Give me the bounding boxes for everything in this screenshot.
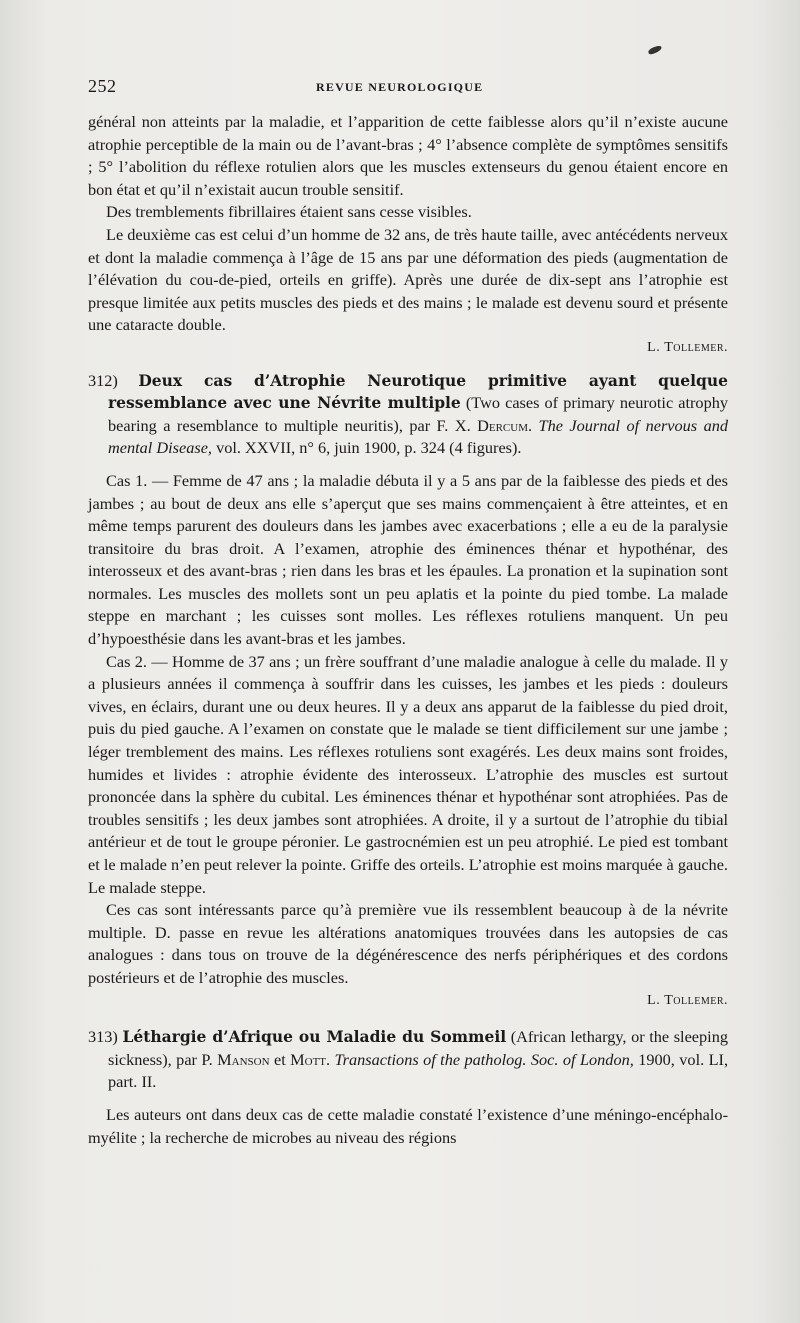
article-313-journal: Transactions of the patholog. Soc. of London, bbox=[334, 1049, 634, 1069]
signature-2-initial: L. bbox=[647, 992, 661, 1008]
article-312-number: 312) bbox=[88, 370, 118, 390]
article-312-title: Deux cas d’Atrophie Neurotique primitive ayant quelque ressemblance avec une Névrite multiple bbox=[108, 370, 729, 413]
intro-paragraph-2: Des tremblements fibrillaires étaient sans cesse visibles. bbox=[106, 202, 472, 222]
article-312-paragraph-1: Cas 1. — Femme de 47 ans ; la maladie débuta il y a 5 ans par de la faiblesse des pieds et des jambes ; au bout de deux ans elle s’aperçut que ses mains commençaient à être atteintes, et en même temps parurent des douleurs dans les jambes avec exacerbations ; elle a eu de la paralysie transitoire du bras droit. A l’examen, atrophie des éminences thénar et hypothénar, des interosseux et des avant-bras ; rien dans les bras et les épaules. La pronation et la supination sont normales. Les muscles des mollets sont un peu aplatis et la pointe du pied tombe. La malade steppe en marchant ; les cuisses sont molles. Les réflexes rotuliens manquent. Un peu d’hypoesthésie dans les avant-bras et les jambes. bbox=[88, 470, 728, 649]
signature-2 bbox=[88, 990, 728, 1013]
intro-paragraph-1: général non atteints par la maladie, et l’apparition de cette faiblesse alors qu’il n’existe aucune atrophie perceptible de la main ou de l’avant-bras ; 4° l’absence complète de symptômes sensitifs ; 5° l’abolition du réflexe rotulien alors que les muscles extenseurs du genou étaient encore en bon état et qu’il n’existait aucun trouble sensitif. bbox=[88, 112, 728, 199]
article-313-paragraph-1: Les auteurs ont dans deux cas de cette maladie constaté l’existence d’une méningo-encéphalo-myélite ; la recherche de microbes au niveau des régions bbox=[88, 1104, 728, 1147]
article-313-citation: 1900, vol. LI, part. II. bbox=[108, 1049, 729, 1092]
page-body bbox=[88, 111, 728, 1149]
article-313-translation: (African lethargy, or the sleeping sickness), par P. bbox=[108, 1027, 728, 1069]
article-312-paragraph-2: Cas 2. — Homme de 37 ans ; un frère souffrant d’une maladie analogue à celle du malade. Il y a plusieurs années il commença à souffrir dans les cuisses, les jambes et les pieds : douleurs vives, en éclairs, durant une ou deux heures. Il y a deux ans apparut de la faiblesse du pied droit, puis du pied gauche. A l’examen on constate que le malade se tient difficilement sur une jambe ; léger tremblement des mains. Les réflexes rotuliens sont exagérés. Les deux mains sont froides, humides et livides : atrophie évidente des interosseux. L’atrophie des muscles est surtout prononcée dans la sphère du cubital. Les éminences thénar et hypothénar sont atrophiées. Pas de troubles sensitifs ; les deux jambes sont atrophiées. A droite, il y a surtout de l’atrophie du tibial antérieur et de tout le groupe péronier. Le gastrocnémien est un peu atrophié. Le pied est tombant et le malade n’en peut relever la pointe. Griffe des orteils. L’atrophie est moins marquée à gauche. Le malade steppe. bbox=[88, 651, 728, 897]
article-312-journal: The Journal of nervous and mental Disease, bbox=[108, 415, 728, 458]
article-313-title: Léthargie d’Afrique ou Maladie du Sommeil bbox=[122, 1027, 507, 1047]
article-313-conj: et bbox=[273, 1049, 286, 1069]
article-313-author-1: Manson bbox=[217, 1049, 270, 1069]
article-313-author-2: Mott. bbox=[290, 1049, 331, 1069]
page-header bbox=[88, 76, 728, 98]
page-number: 252 bbox=[88, 76, 117, 96]
signature-2-name: Tollemer. bbox=[664, 992, 728, 1008]
signature-1-initial: L. bbox=[647, 339, 661, 355]
article-312-translation: (Two cases of primary neurotic atrophy bearing a resemblance to multiple neuritis), par F. X. bbox=[108, 393, 728, 435]
ink-blot bbox=[647, 45, 662, 55]
article-312-author: Dercum. bbox=[477, 415, 533, 435]
article-312-paragraph-3: Ces cas sont intéressants parce qu’à première vue ils ressemblent beaucoup à de la névrite multiple. D. passe en revue les altérations anatomiques trouvées dans les autopsies de cas analogues : dans tous on trouve de la dégénérescence des nerfs périphériques et des cordons postérieurs et de l’atrophie des muscles. bbox=[88, 900, 728, 987]
article-312-heading bbox=[88, 370, 728, 460]
article-313-number: 313) bbox=[88, 1027, 118, 1047]
article-312-citation: vol. XXVII, n° 6, juin 1900, p. 324 (4 figures). bbox=[216, 438, 522, 458]
intro-paragraph-3: Le deuxième cas est celui d’un homme de 32 ans, de très haute taille, avec antécédents nerveux et dont la maladie commença à l’âge de 15 ans par une déformation des pieds (augmentation de l’élévation du cou-de-pied, orteils en griffe). Après une durée de dix-sept ans l’atrophie est presque limitée aux petits muscles des pieds et des mains ; le malade est devenu sourd et présente une cataracte double. bbox=[88, 224, 728, 335]
signature-1-name: Tollemer. bbox=[664, 339, 728, 355]
signature-1 bbox=[88, 337, 728, 360]
article-313-heading bbox=[88, 1026, 728, 1094]
running-title: REVUE NEUROLOGIQUE bbox=[316, 80, 484, 94]
